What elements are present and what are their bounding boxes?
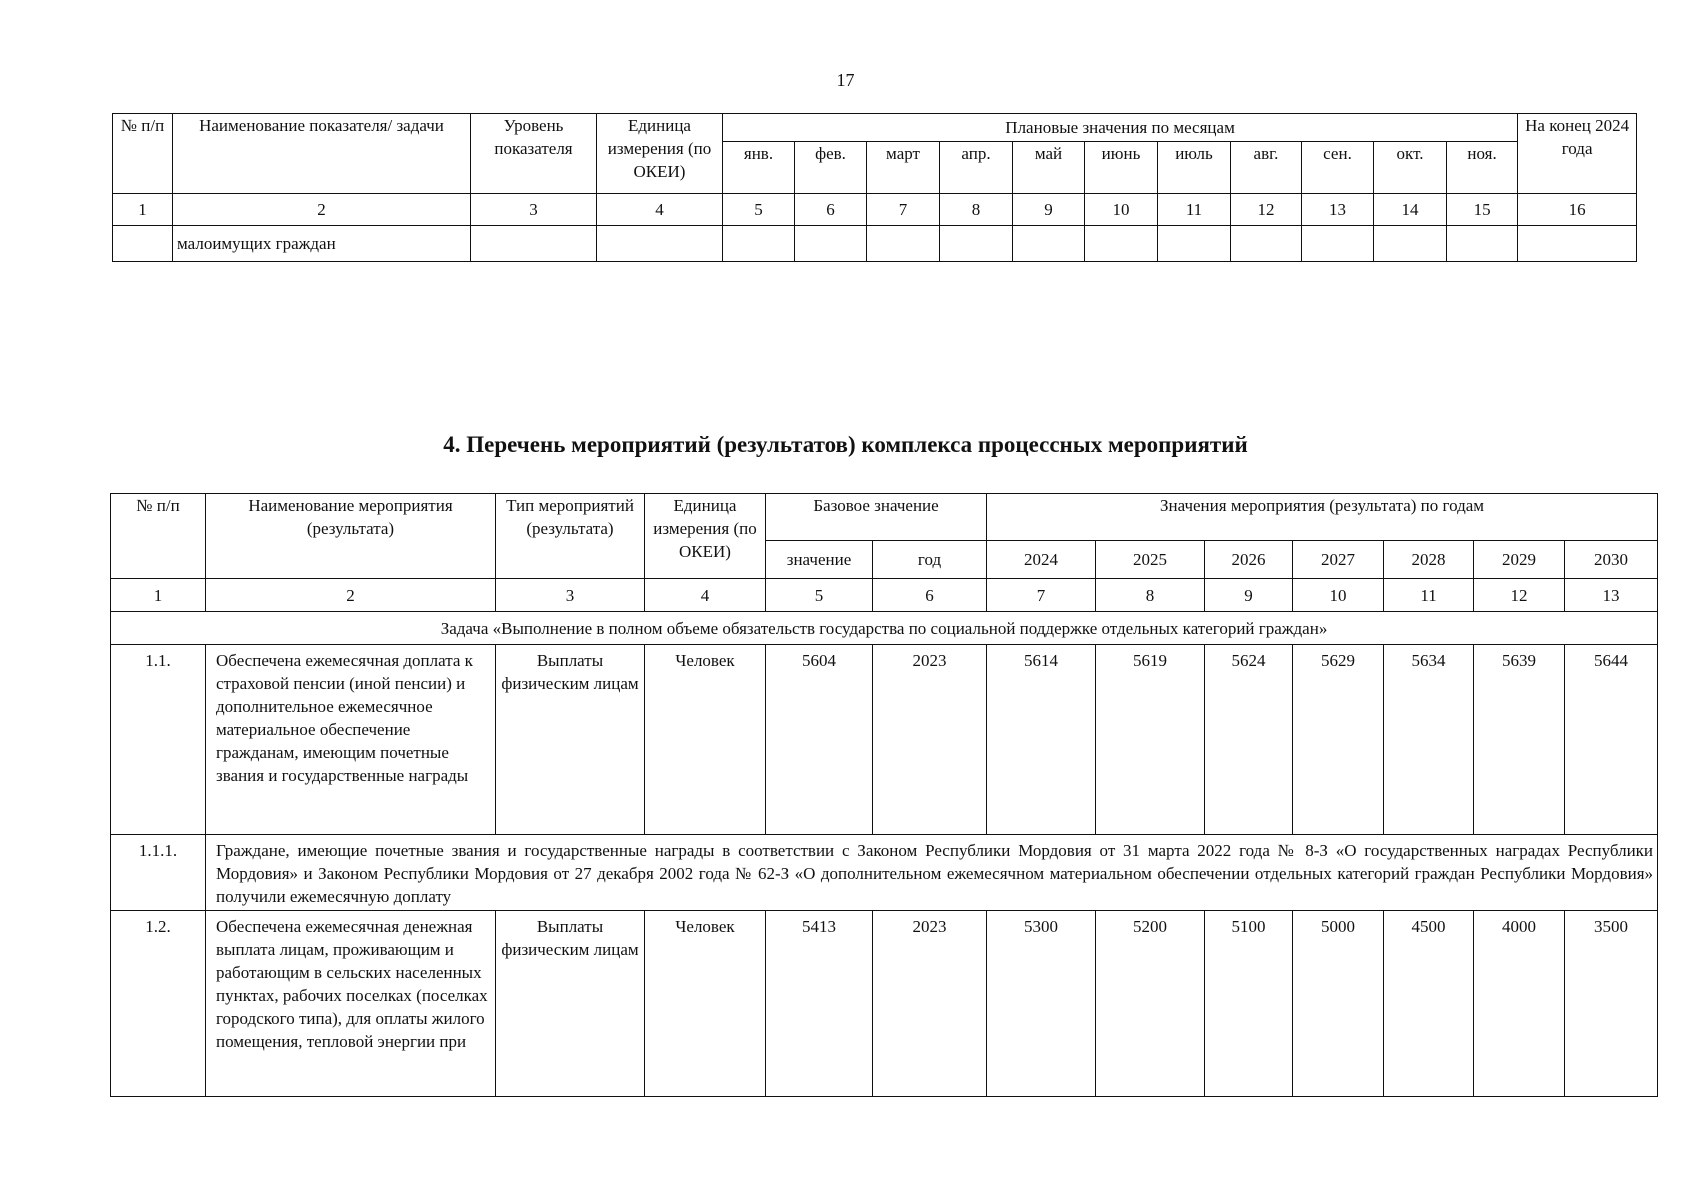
row-base-year: 2023 xyxy=(873,911,987,1097)
column-number: 13 xyxy=(1565,579,1658,612)
column-number: 5 xyxy=(723,194,795,226)
table-cell xyxy=(795,226,867,262)
column-number: 1 xyxy=(111,579,206,612)
header-monthly: Плановые значения по месяцам xyxy=(723,114,1518,142)
row-value: 5639 xyxy=(1474,645,1565,835)
row-base-value: 5604 xyxy=(766,645,873,835)
row-name: Обеспечена ежемесячная денежная выплата лицам, проживающим и работающим в сельских населенных пунктах, рабочих поселках (поселках городского типа), для оплаты жилого помещения, тепловой энергии при xyxy=(206,911,496,1097)
header-year: 2027 xyxy=(1293,541,1384,579)
header-month: янв. xyxy=(723,142,795,194)
column-number: 9 xyxy=(1205,579,1293,612)
column-number: 9 xyxy=(1013,194,1085,226)
header-month: июль xyxy=(1158,142,1231,194)
column-number: 11 xyxy=(1158,194,1231,226)
table-cell xyxy=(723,226,795,262)
header-year: 2029 xyxy=(1474,541,1565,579)
column-number: 12 xyxy=(1231,194,1302,226)
column-number: 7 xyxy=(987,579,1096,612)
row-type: Выплаты физическим лицам xyxy=(496,911,645,1097)
table-cell xyxy=(1158,226,1231,262)
row-value: 4000 xyxy=(1474,911,1565,1097)
row-num: 1.1. xyxy=(111,645,206,835)
row-value: 5000 xyxy=(1293,911,1384,1097)
row-value: 5200 xyxy=(1096,911,1205,1097)
row-value: 4500 xyxy=(1384,911,1474,1097)
column-number: 12 xyxy=(1474,579,1565,612)
header-base-value: значение xyxy=(766,541,873,579)
column-number: 2 xyxy=(206,579,496,612)
section-title: 4. Перечень мероприятий (результатов) комплекса процессных мероприятий xyxy=(443,432,1248,457)
header-num: № п/п xyxy=(111,494,206,579)
header-year: 2030 xyxy=(1565,541,1658,579)
column-number: 6 xyxy=(795,194,867,226)
row-value: 5644 xyxy=(1565,645,1658,835)
row-description: Граждане, имеющие почетные звания и государственные награды в соответствии с Законом Республики Мордовия от 31 марта 2022 года № 8-З «О государственных наградах Республики Мордовия» и Законом Республики Мордовия от 27 декабря 2002 года № 62-З «О дополнительном ежемесячном материальном обеспечении отдельных категорий граждан Республики Мордовия» получили ежемесячную доплату xyxy=(206,835,1658,911)
header-unit: Единица измерения (по ОКЕИ) xyxy=(597,114,723,194)
row-num: 1.1.1. xyxy=(111,835,206,911)
header-base-year: год xyxy=(873,541,987,579)
column-number: 4 xyxy=(597,194,723,226)
header-month: фев. xyxy=(795,142,867,194)
header-type: Тип мероприятий (результата) xyxy=(496,494,645,579)
column-number: 1 xyxy=(113,194,173,226)
activities-table xyxy=(110,493,1658,1097)
row-value: 5100 xyxy=(1205,911,1293,1097)
header-num: № п/п xyxy=(113,114,173,194)
table-cell xyxy=(471,226,597,262)
row-value: 5629 xyxy=(1293,645,1384,835)
header-unit: Единица измерения (по ОКЕИ) xyxy=(645,494,766,579)
table-cell xyxy=(1447,226,1518,262)
header-month: июнь xyxy=(1085,142,1158,194)
row-text: малоимущих граждан xyxy=(173,226,471,262)
header-end: На конец 2024 года xyxy=(1518,114,1637,194)
column-number: 4 xyxy=(645,579,766,612)
column-number: 16 xyxy=(1518,194,1637,226)
column-number: 11 xyxy=(1384,579,1474,612)
column-number: 3 xyxy=(496,579,645,612)
row-value: 5624 xyxy=(1205,645,1293,835)
header-month: март xyxy=(867,142,940,194)
row-num: 1.2. xyxy=(111,911,206,1097)
row-value: 5300 xyxy=(987,911,1096,1097)
column-number: 10 xyxy=(1085,194,1158,226)
column-number: 8 xyxy=(940,194,1013,226)
header-base: Базовое значение xyxy=(766,494,987,541)
header-name: Наименование мероприятия (результата) xyxy=(206,494,496,579)
header-month: май xyxy=(1013,142,1085,194)
table-cell xyxy=(940,226,1013,262)
header-by-years: Значения мероприятия (результата) по годам xyxy=(987,494,1658,541)
header-month: окт. xyxy=(1374,142,1447,194)
row-base-year: 2023 xyxy=(873,645,987,835)
header-year: 2026 xyxy=(1205,541,1293,579)
table-cell xyxy=(1085,226,1158,262)
table-cell xyxy=(867,226,940,262)
header-name: Наименование показателя/ задачи xyxy=(173,114,471,194)
column-number: 7 xyxy=(867,194,940,226)
row-unit: Человек xyxy=(645,911,766,1097)
header-level: Уровень показателя xyxy=(471,114,597,194)
header-month: апр. xyxy=(940,142,1013,194)
page-number: 17 xyxy=(836,70,855,90)
header-month: ноя. xyxy=(1447,142,1518,194)
row-value: 5614 xyxy=(987,645,1096,835)
column-number: 14 xyxy=(1374,194,1447,226)
row-unit: Человек xyxy=(645,645,766,835)
table-cell xyxy=(1231,226,1302,262)
column-number: 3 xyxy=(471,194,597,226)
table-cell xyxy=(597,226,723,262)
row-value: 5634 xyxy=(1384,645,1474,835)
header-year: 2025 xyxy=(1096,541,1205,579)
column-number: 8 xyxy=(1096,579,1205,612)
header-month: авг. xyxy=(1231,142,1302,194)
column-number: 5 xyxy=(766,579,873,612)
task-row: Задача «Выполнение в полном объеме обязательств государства по социальной поддержке отдельных категорий граждан» xyxy=(111,612,1658,645)
column-number: 10 xyxy=(1293,579,1384,612)
column-number: 13 xyxy=(1302,194,1374,226)
header-year: 2028 xyxy=(1384,541,1474,579)
row-type: Выплаты физическим лицам xyxy=(496,645,645,835)
table-cell xyxy=(1518,226,1637,262)
header-year: 2024 xyxy=(987,541,1096,579)
table-cell xyxy=(1374,226,1447,262)
row-value: 5619 xyxy=(1096,645,1205,835)
column-number: 2 xyxy=(173,194,471,226)
indicators-monthly-table xyxy=(112,113,1637,262)
header-month: сен. xyxy=(1302,142,1374,194)
row-value: 3500 xyxy=(1565,911,1658,1097)
column-number: 15 xyxy=(1447,194,1518,226)
column-number: 6 xyxy=(873,579,987,612)
table-cell xyxy=(1013,226,1085,262)
table-cell xyxy=(113,226,173,262)
row-name: Обеспечена ежемесячная доплата к страховой пенсии (иной пенсии) и дополнительное ежемесячное материальное обеспечение гражданам, имеющим почетные звания и государственные награды xyxy=(206,645,496,835)
row-base-value: 5413 xyxy=(766,911,873,1097)
table-cell xyxy=(1302,226,1374,262)
